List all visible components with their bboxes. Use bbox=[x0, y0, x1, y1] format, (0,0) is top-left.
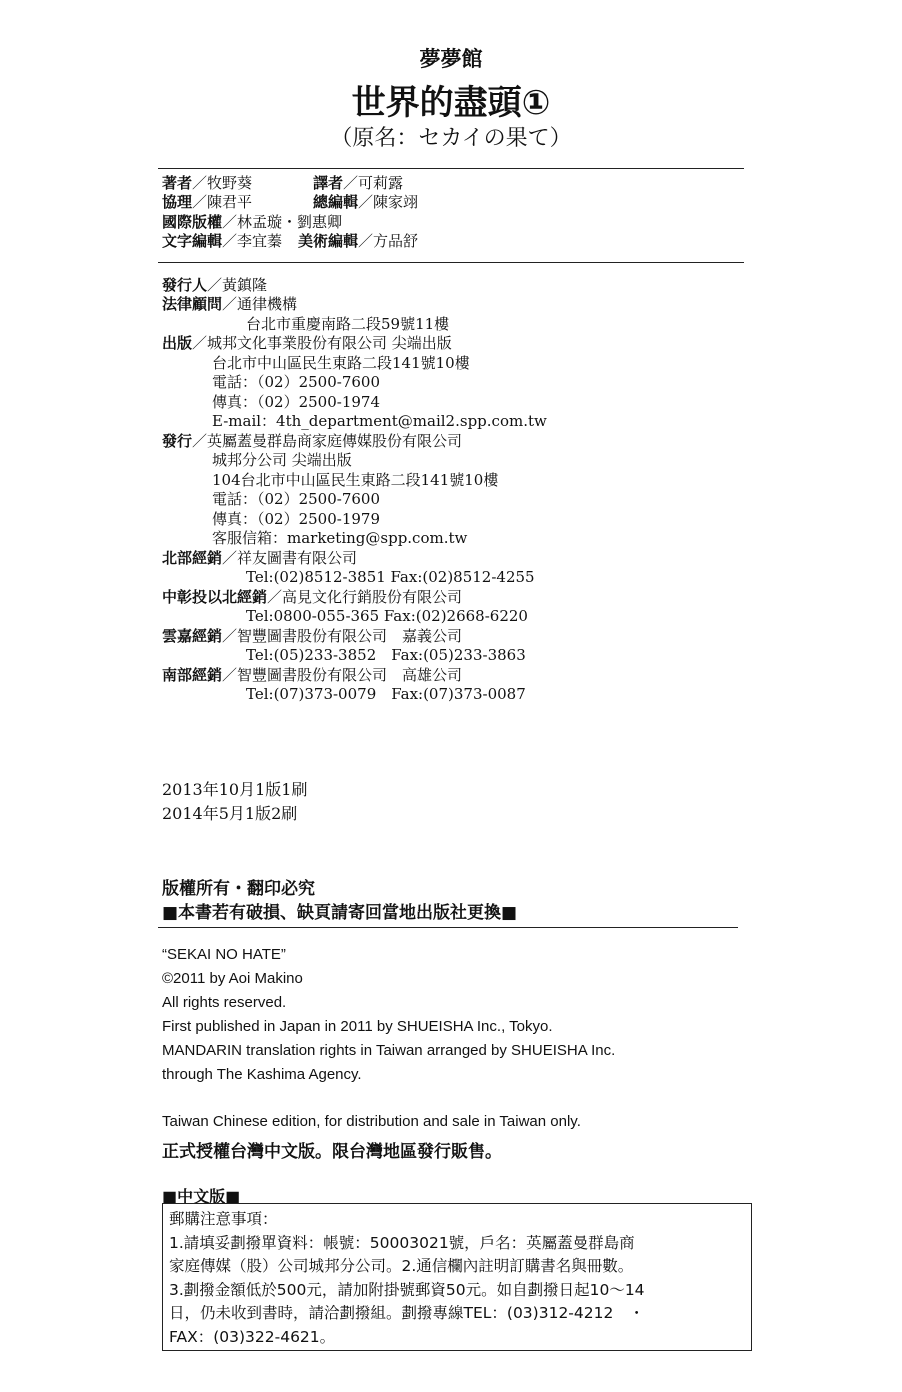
central-distributor: 中彰投以北經銷／高見文化行銷股份有限公司 bbox=[162, 588, 463, 606]
english-mandarin: MANDARIN translation rights in Taiwan arranged by SHUEISHA Inc. bbox=[162, 1042, 616, 1059]
distribution-address: 104台北市中山區民生東路二段141號10樓 bbox=[212, 471, 499, 489]
south-distributor: 南部經銷／智豐圖書股份有限公司 高雄公司 bbox=[162, 666, 463, 684]
imprint-name: 夢夢館 bbox=[419, 47, 483, 71]
credit-art-editor: 美術編輯／方品舒 bbox=[298, 232, 419, 250]
english-edition-note: Taiwan Chinese edition, for distribution and sale in Taiwan only. bbox=[162, 1113, 581, 1130]
damage-notice: ■本書若有破損、缺頁請寄回當地出版社更換■ bbox=[162, 903, 518, 923]
english-copyright: ©2011 by Aoi Makino bbox=[162, 970, 303, 987]
distribution-tel: 電話：（02）2500-7600 bbox=[212, 490, 381, 508]
credit-author: 著者／牧野葵 bbox=[162, 174, 253, 192]
publisher-line: 發行人／黃鎮隆 bbox=[162, 276, 268, 294]
edition-first: 2013年10月1版1刷 bbox=[162, 780, 308, 799]
legal-line: 法律顧問／通律機構 bbox=[162, 295, 298, 313]
order-notice-line: 家庭傳媒（股）公司城邦分公司。2.通信欄內註明訂購書名與冊數。 bbox=[169, 1257, 634, 1275]
press-address: 台北市中山區民生東路二段141號10樓 bbox=[212, 354, 470, 372]
distribution-line: 發行／英屬蓋曼群島商家庭傳媒股份有限公司 bbox=[162, 432, 463, 450]
north-distributor: 北部經銷／祥友圖書有限公司 bbox=[162, 549, 358, 567]
english-agency: through The Kashima Agency. bbox=[162, 1066, 362, 1083]
press-line: 出版／城邦文化事業股份有限公司 尖端出版 bbox=[162, 334, 452, 352]
distribution-branch: 城邦分公司 尖端出版 bbox=[212, 451, 352, 469]
central-contact: Tel:0800-055-365 Fax:(02)2668-6220 bbox=[246, 607, 528, 625]
press-email: E-mail：4th_department@mail2.spp.com.tw bbox=[212, 412, 547, 430]
english-title: “SEKAI NO HATE” bbox=[162, 946, 286, 963]
yunjia-distributor: 雲嘉經銷／智豐圖書股份有限公司 嘉義公司 bbox=[162, 627, 463, 645]
order-notice-title: 郵購注意事項： bbox=[169, 1210, 278, 1228]
divider-top bbox=[158, 168, 744, 169]
credit-translator: 譯者／可莉露 bbox=[313, 174, 404, 192]
press-fax: 傳真：（02）2500-1974 bbox=[212, 393, 381, 411]
original-title: （原名：セカイの果て） bbox=[330, 126, 572, 151]
order-notice-line: 日，仍未收到書時，請洽劃撥組。劃撥專線TEL：(03)312-4212 ・ bbox=[169, 1304, 645, 1322]
distribution-fax: 傳真：（02）2500-1979 bbox=[212, 510, 381, 528]
distribution-service: 客服信箱：marketing@spp.com.tw bbox=[212, 529, 468, 547]
credit-chief-editor: 總編輯／陳家翊 bbox=[313, 193, 419, 211]
credit-intl-rights: 國際版權／林孟璇・劉惠卿 bbox=[162, 213, 343, 231]
english-reserved: All rights reserved. bbox=[162, 994, 287, 1011]
order-notice-line: 1.請填妥劃撥單資料：帳號：50003021號，戶名：英屬蓋曼群島商 bbox=[169, 1233, 635, 1252]
divider-credits bbox=[158, 262, 744, 263]
edition-second: 2014年5月1版2刷 bbox=[162, 804, 298, 823]
chinese-edition-heading: ■中文版■ bbox=[162, 1187, 241, 1206]
north-contact: Tel:(02)8512-3851 Fax:(02)8512-4255 bbox=[246, 568, 535, 586]
credit-text-editor: 文字編輯／李宜蓁 bbox=[162, 232, 283, 250]
rights-notice: 版權所有・翻印必究 bbox=[162, 879, 315, 899]
credit-assist: 協理／陳君平 bbox=[162, 193, 253, 211]
south-contact: Tel:(07)373-0079 Fax:(07)373-0087 bbox=[246, 685, 526, 703]
yunjia-contact: Tel:(05)233-3852 Fax:(05)233-3863 bbox=[246, 646, 526, 664]
order-notice-line: FAX：(03)322-4621。 bbox=[169, 1327, 336, 1346]
order-notice-line: 3.劃撥金額低於500元，請加附掛號郵資50元。如自劃撥日起10～14 bbox=[169, 1280, 645, 1299]
divider-rights bbox=[158, 927, 738, 928]
order-notice-box bbox=[162, 1203, 752, 1351]
english-published: First published in Japan in 2011 by SHUEISHA Inc., Tokyo. bbox=[162, 1018, 553, 1035]
legal-address: 台北市重慶南路二段59號11樓 bbox=[246, 315, 450, 333]
book-title: 世界的盡頭① bbox=[351, 83, 551, 123]
zh-edition-note: 正式授權台灣中文版。限台灣地區發行販售。 bbox=[162, 1142, 502, 1162]
press-tel: 電話：（02）2500-7600 bbox=[212, 373, 381, 391]
